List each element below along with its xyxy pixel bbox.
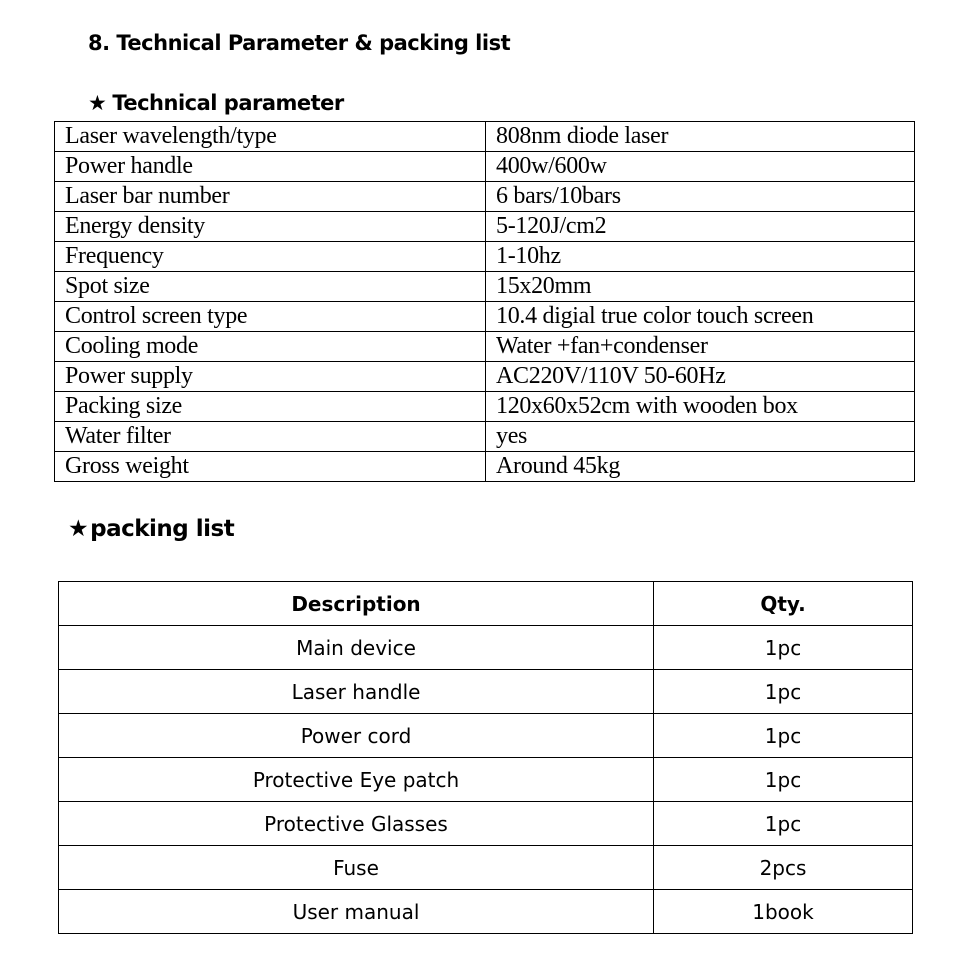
packing-list-table xyxy=(58,581,913,934)
item-description: Laser handle xyxy=(59,670,654,714)
table-row xyxy=(55,242,915,272)
item-qty: 1pc xyxy=(654,670,913,714)
table-row xyxy=(55,362,915,392)
technical-parameter-table xyxy=(54,121,915,482)
table-row xyxy=(59,846,913,890)
param-value: yes xyxy=(486,422,915,452)
table-row xyxy=(55,122,915,152)
table-row xyxy=(55,452,915,482)
table-row xyxy=(59,626,913,670)
param-name: Laser wavelength/type xyxy=(55,122,486,152)
item-description: Protective Eye patch xyxy=(59,758,654,802)
param-value: AC220V/110V 50-60Hz xyxy=(486,362,915,392)
param-value: Water +fan+condenser xyxy=(486,332,915,362)
column-header-qty: Qty. xyxy=(654,582,913,626)
param-name: Power supply xyxy=(55,362,486,392)
table-row xyxy=(55,152,915,182)
star-icon: ★ xyxy=(68,516,89,542)
table-row xyxy=(55,302,915,332)
technical-parameter-heading xyxy=(88,91,344,115)
table-row xyxy=(55,182,915,212)
item-qty: 1pc xyxy=(654,802,913,846)
table-row xyxy=(59,802,913,846)
item-qty: 1pc xyxy=(654,626,913,670)
param-name: Energy density xyxy=(55,212,486,242)
star-icon: ★ xyxy=(88,91,107,115)
param-name: Frequency xyxy=(55,242,486,272)
table-row xyxy=(55,392,915,422)
param-name: Water filter xyxy=(55,422,486,452)
param-name: Gross weight xyxy=(55,452,486,482)
table-row xyxy=(59,714,913,758)
param-name: Power handle xyxy=(55,152,486,182)
item-qty: 1book xyxy=(654,890,913,934)
item-description: Power cord xyxy=(59,714,654,758)
item-qty: 1pc xyxy=(654,758,913,802)
param-name: Cooling mode xyxy=(55,332,486,362)
item-description: Protective Glasses xyxy=(59,802,654,846)
table-row xyxy=(55,212,915,242)
param-value: 5-120J/cm2 xyxy=(486,212,915,242)
column-header-description: Description xyxy=(59,582,654,626)
item-qty: 2pcs xyxy=(654,846,913,890)
item-description: User manual xyxy=(59,890,654,934)
technical-parameter-heading-text: Technical parameter xyxy=(112,91,344,115)
param-value: 120x60x52cm with wooden box xyxy=(486,392,915,422)
item-description: Fuse xyxy=(59,846,654,890)
packing-list-heading-text: packing list xyxy=(90,516,235,542)
table-row xyxy=(55,272,915,302)
table-row xyxy=(59,890,913,934)
table-row xyxy=(59,758,913,802)
param-name: Packing size xyxy=(55,392,486,422)
param-name: Laser bar number xyxy=(55,182,486,212)
param-value: 15x20mm xyxy=(486,272,915,302)
table-row xyxy=(55,332,915,362)
param-value: 10.4 digial true color touch screen xyxy=(486,302,915,332)
table-header-row xyxy=(59,582,913,626)
table-row xyxy=(55,422,915,452)
table-row xyxy=(59,670,913,714)
param-name: Control screen type xyxy=(55,302,486,332)
param-value: 400w/600w xyxy=(486,152,915,182)
param-value: 1-10hz xyxy=(486,242,915,272)
item-description: Main device xyxy=(59,626,654,670)
param-value: Around 45kg xyxy=(486,452,915,482)
page-title: 8. Technical Parameter & packing list xyxy=(88,31,511,55)
packing-list-heading xyxy=(68,516,234,542)
param-value: 6 bars/10bars xyxy=(486,182,915,212)
param-name: Spot size xyxy=(55,272,486,302)
param-value: 808nm diode laser xyxy=(486,122,915,152)
item-qty: 1pc xyxy=(654,714,913,758)
